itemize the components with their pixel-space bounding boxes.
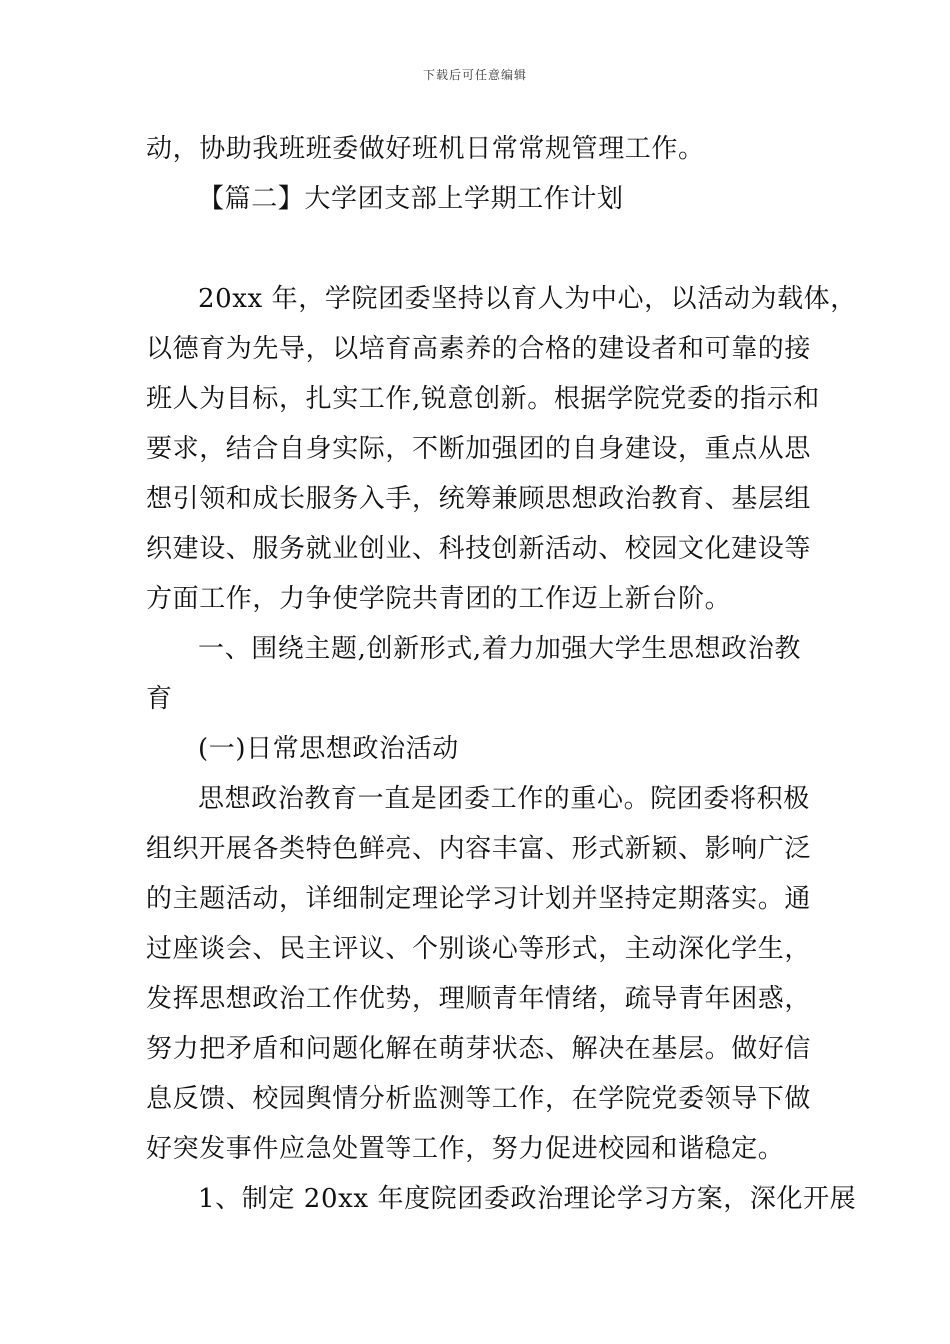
text-line: 过座谈会、民主评议、个别谈心等形式，主动深化学生， <box>146 934 812 964</box>
text-line: 以德育为先导，以培育高素养的合格的建设者和可靠的接 <box>146 334 812 364</box>
subheading-line: 一、围绕主题,创新形式,着力加强大学生思想政治教 <box>198 634 801 664</box>
text-line: 班人为目标，扎实工作,锐意创新。根据学院党委的指示和 <box>146 384 820 414</box>
text-line: 组织开展各类特色鲜亮、内容丰富、形式新颖、影响广泛 <box>146 834 812 864</box>
subheading-line: 育 <box>146 684 173 714</box>
page-header-note: 下载后可任意编辑 <box>422 68 527 82</box>
text-line: 好突发事件应急处置等工作，努力促进校园和谐稳定。 <box>146 1134 785 1164</box>
text-line: 方面工作，力争使学院共青团的工作迈上新台阶。 <box>146 584 732 614</box>
text-line: 织建设、服务就业创业、科技创新活动、校园文化建设等 <box>146 534 812 564</box>
text-line: 发挥思想政治工作优势，理顺青年情绪，疏导青年困惑， <box>146 984 812 1014</box>
text-line: 动，协助我班班委做好班机日常常规管理工作。 <box>146 134 705 164</box>
text-line: 20xx 年，学院团委坚持以育人为中心，以活动为载体， <box>198 284 857 314</box>
text-line: 1、制定 20xx 年度院团委政治理论学习方案，深化开展 <box>198 1184 857 1214</box>
subheading-line: (一)日常思想政治活动 <box>198 734 459 764</box>
text-line: 努力把矛盾和问题化解在萌芽状态、解决在基层。做好信 <box>146 1034 812 1064</box>
text-line: 的主题活动，详细制定理论学习计划并坚持定期落实。通 <box>146 884 812 914</box>
text-line: 要求，结合自身实际，不断加强团的自身建设，重点从思 <box>146 434 812 464</box>
text-line: 想引领和成长服务入手，统筹兼顾思想政治教育、基层组 <box>146 484 812 514</box>
text-line: 思想政治教育一直是团委工作的重心。院团委将积极 <box>198 784 810 814</box>
section-heading: 【篇二】大学团支部上学期工作计划 <box>198 184 624 214</box>
text-line: 息反馈、校园舆情分析监测等工作，在学院党委领导下做 <box>146 1084 812 1114</box>
